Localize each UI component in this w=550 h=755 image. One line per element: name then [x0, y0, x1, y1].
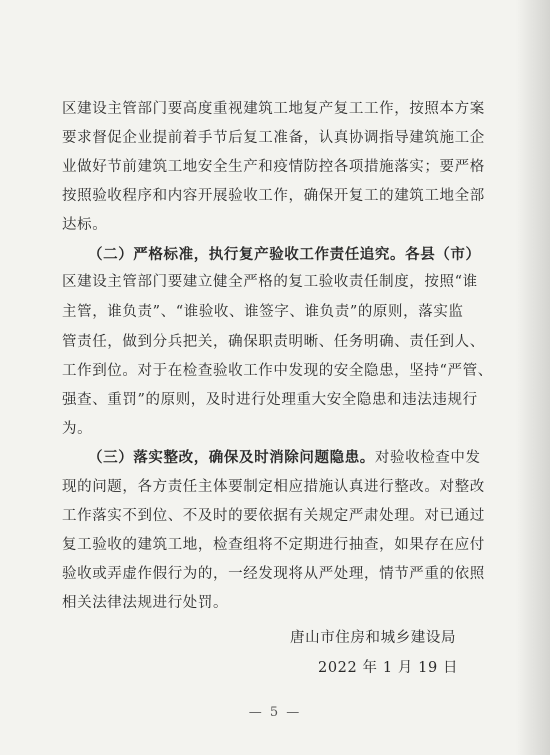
paragraph-3-heading: （三）落实整改，确保及时消除问题隐患。 — [88, 449, 375, 466]
text-line: 相关法律法规进行处罚。 — [62, 595, 229, 611]
text-line: 按照验收程序和内容开展验收工作，确保开复工的建筑工地全部 — [62, 188, 485, 204]
paragraph-2-heading-rest: 各县（市） — [405, 246, 481, 263]
text-line: 管责任，做到分兵把关，确保职责明晰、任务明确、责任到人、 — [62, 334, 485, 350]
text-line: 为。 — [62, 421, 93, 437]
signing-organization: 唐山市住房和城乡建设局 — [290, 630, 457, 646]
paragraph-3-first-line-rest: 对验收检查中发 — [374, 450, 481, 466]
paragraph-2-heading: （二）严格标准，执行复产验收工作责任追究。 — [88, 246, 406, 263]
text-line: 业做好节前建筑工地安全生产和疫情防控各项措施落实；要严格 — [62, 159, 485, 175]
text-line: 复工验收的建筑工地，检查组将不定期进行抽查，如果存在应付 — [62, 537, 485, 553]
text-line: 主管，谁负责”、“谁验收、谁签字、谁负责”的原则，落实监 — [62, 304, 464, 320]
text-line: 工作落实不到位、不及时的要依据有关规定严肃处理。对已通过 — [62, 508, 485, 524]
text-line: 要求督促企业提前着手节后复工准备，认真协调指导建筑施工企 — [62, 130, 485, 146]
text-line: 达标。 — [62, 217, 108, 233]
signing-date: 2022 年 1 月 19 日 — [318, 660, 459, 676]
text-line: 工作到位。对于在检查验收工作中发现的安全隐患，坚持“严管、 — [62, 363, 493, 379]
text-line: 验收或弄虚作假行为的，一经发现将从严处理，情节严重的依照 — [62, 566, 485, 582]
text-line: 现的问题，各方责任主体要制定相应措施认真进行整改。对整改 — [62, 479, 485, 495]
scan-edge-shadow — [516, 0, 550, 755]
page-number: — 5 — — [248, 705, 302, 720]
text-line: 区建设主管部门要高度重视建筑工地复产复工工作，按照本方案 — [62, 101, 485, 117]
paragraph-3-first-line — [88, 448, 481, 468]
text-line: 强查、重罚”的原则，及时进行处理重大安全隐患和违法违规行 — [62, 392, 478, 408]
paragraph-2-first-line — [88, 245, 481, 265]
text-line: 区建设主管部门要建立健全严格的复工验收责任制度，按照“谁 — [62, 274, 478, 290]
